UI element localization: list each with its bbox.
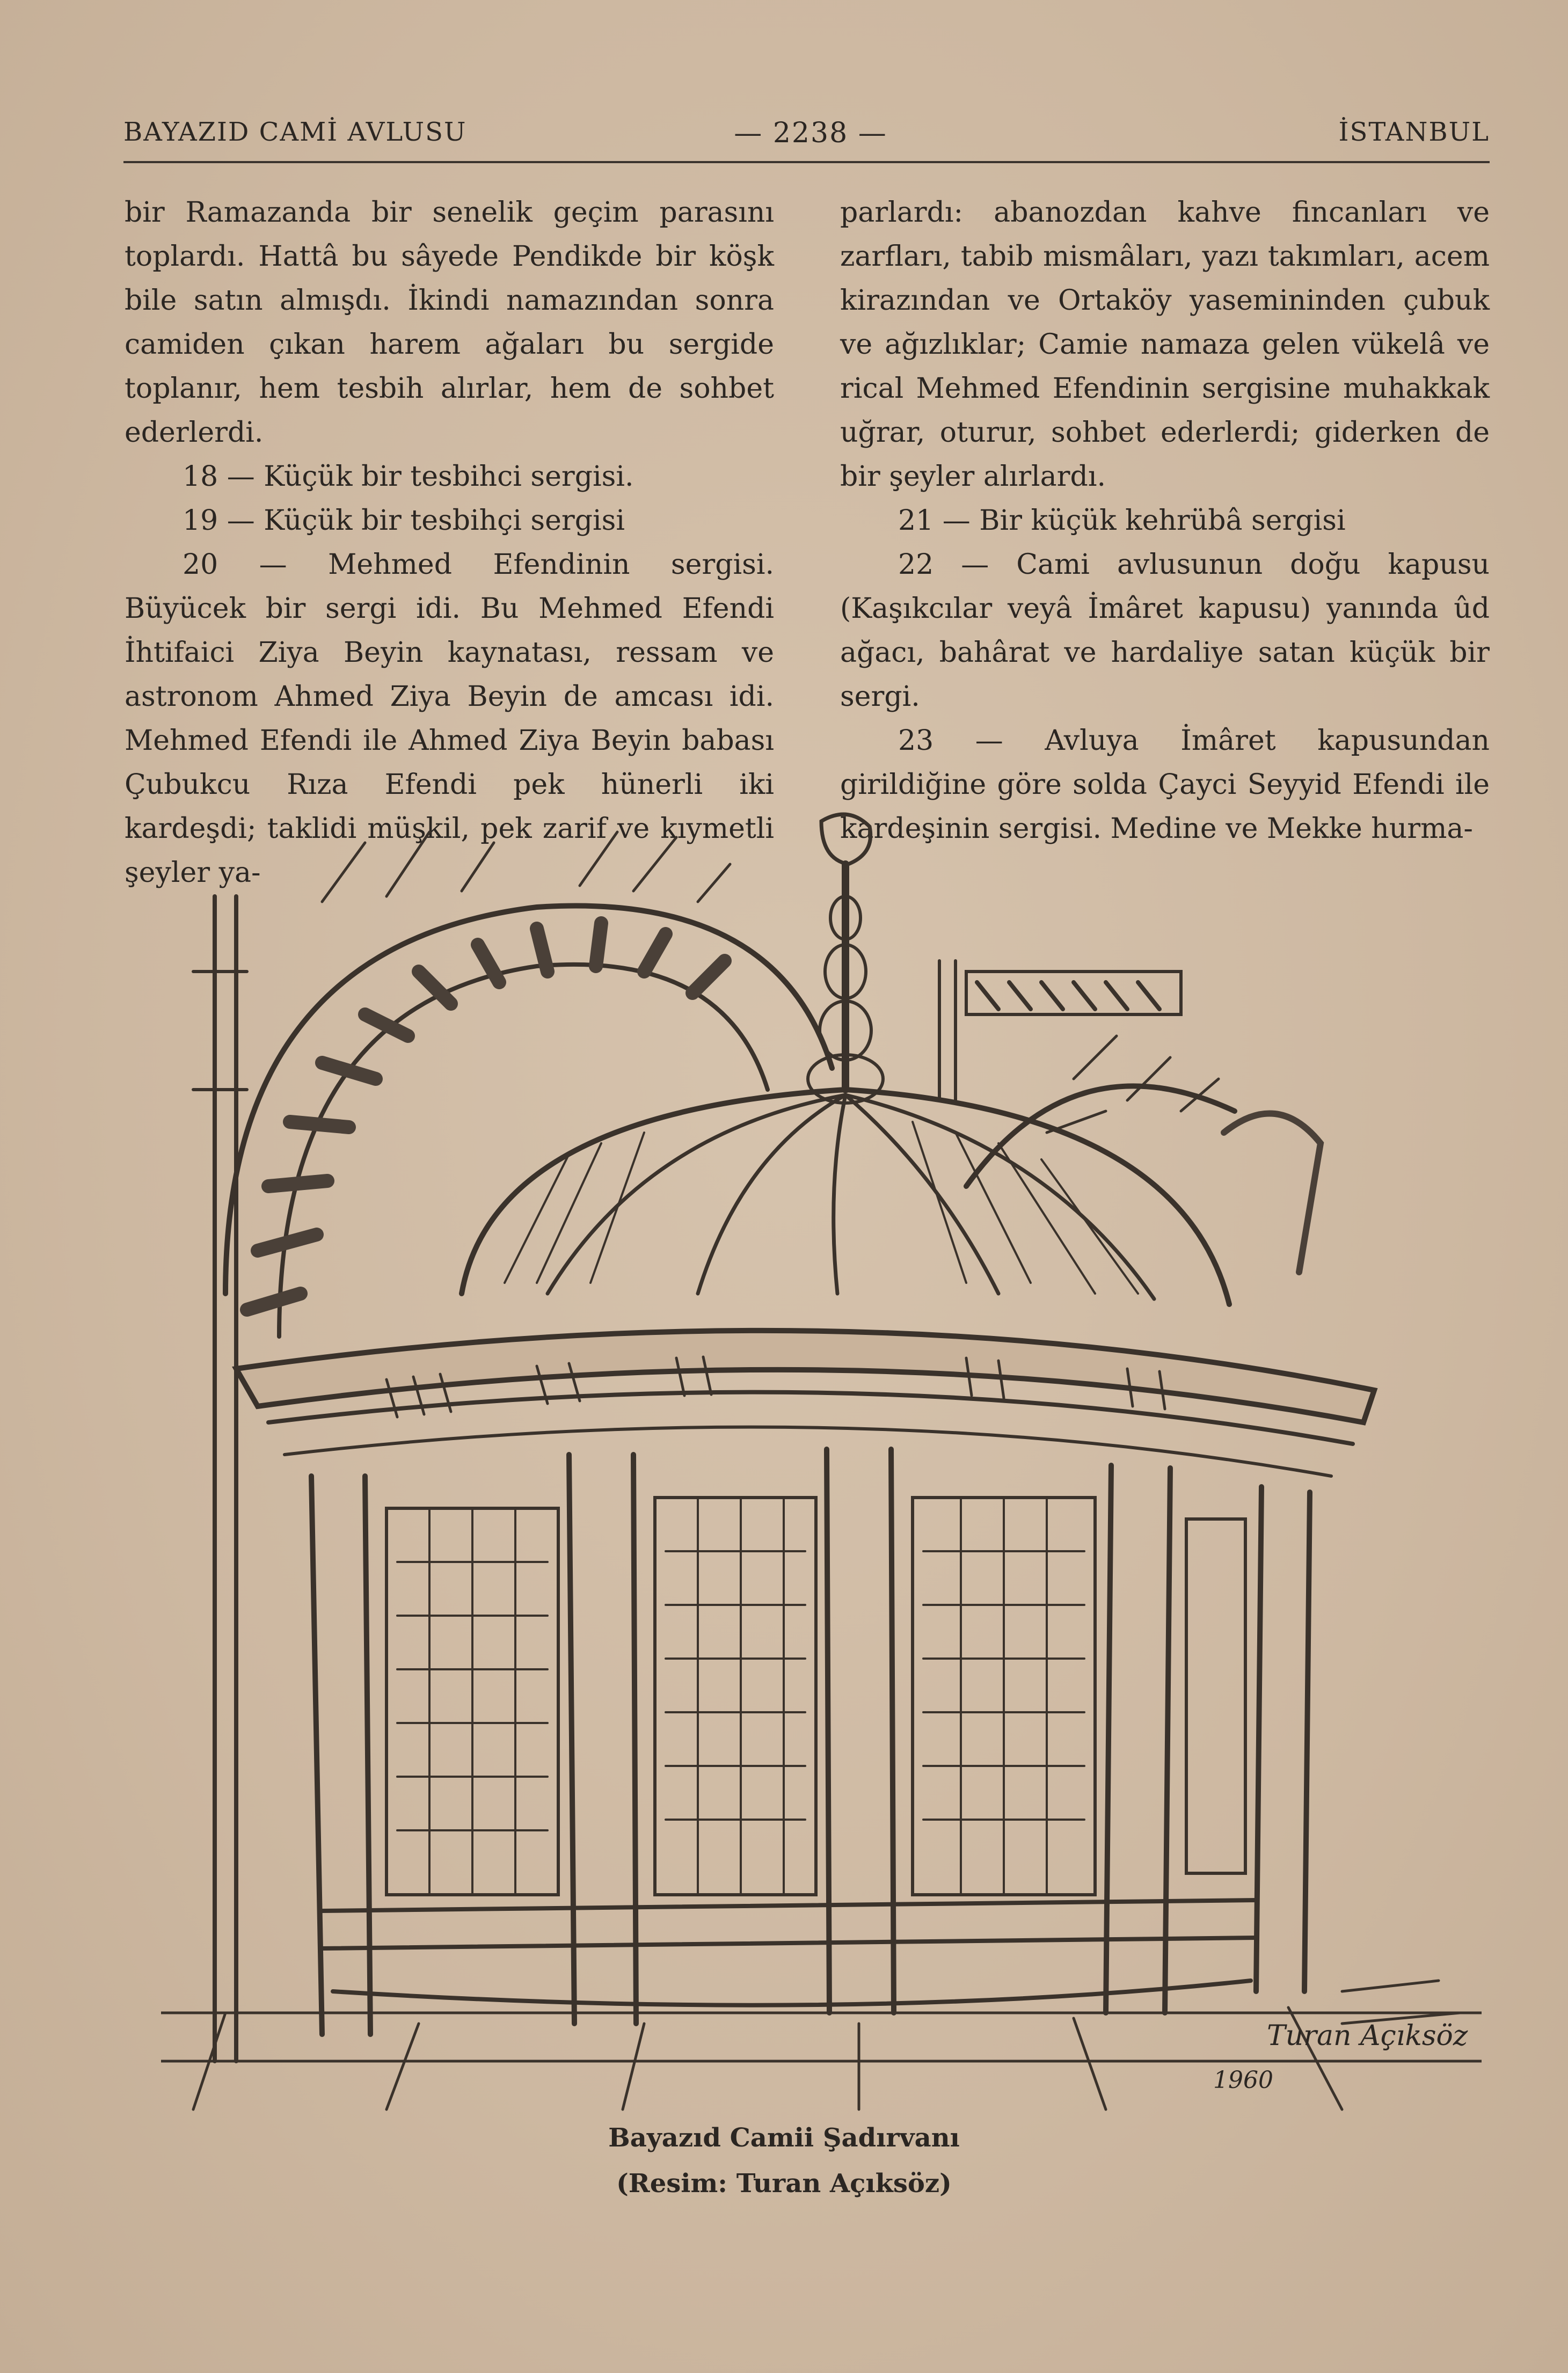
left-text-column	[125, 191, 774, 895]
paragraph: bir Ramazanda bir senelik geçim parasını toplardı. Hattâ bu sâyede Pendikde bir köşk bile satın almışdı. İkindi namazından sonra camiden çıkan harem ağaları bu sergide toplanır, hem tesbih alırlar, hem de sohbet ederlerdi.	[125, 196, 774, 449]
list-item: 20 — Mehmed Efendinin sergisi. Büyücek bir sergi idi. Bu Mehmed Efendi İhtifaici Ziya Beyin kaynatası, ressam ve astronom Ahmed Ziya Beyin de amcası idi. Mehmed Efendi ile Ahmed Ziya Beyin babası Çubukcu Rıza Efendi pek hünerli iki kardeşdi; taklidi müşkil, pek zarif ve kıymetli şeyler ya-	[125, 549, 774, 889]
list-item: 19 — Küçük bir tesbihçi sergisi	[183, 505, 625, 537]
paragraph: parlardı: abanozdan kahve fincanları ve zarfları, tabib mismâları, yazı takımları, acem kirazından ve Ortaköy yasemininden çubuk ve ağızlıklar; Camie namaza gelen vükelâ ve rical Mehmed Efendinin sergisine muhakkak uğrar, oturur, sohbet ederlerdi; giderken de bir şeyler alırlardı.	[840, 196, 1490, 493]
list-item: 18 — Küçük bir tesbihci sergisi.	[183, 461, 634, 493]
running-header	[123, 113, 1490, 163]
svg-text:Turan Açıksöz: Turan Açıksöz	[1267, 2020, 1468, 2052]
list-item: 22 — Cami avlusunun doğu kapusu (Kaşıkcılar veyâ İmâret kapusu) yanında ûd ağacı, bahârat ve hardaliye satan küçük bir sergi.	[840, 549, 1490, 713]
fountain-illustration	[161, 811, 1482, 2120]
artist-signature	[1213, 2020, 1468, 2094]
page-number: — 2238 —	[734, 117, 887, 149]
signature-year: 1960	[1213, 2067, 1273, 2094]
right-text-column	[840, 191, 1490, 851]
list-item: 21 — Bir küçük kehrübâ sergisi	[898, 505, 1346, 537]
list-item: 23 — Avluya İmâret kapusundan girildiğine göre solda Çayci Seyyid Efendi ile kardeşinin sergisi. Medine ve Mekke hurma-	[840, 725, 1490, 845]
header-book-title: İSTANBUL	[1338, 117, 1490, 147]
header-section-title: BAYAZID CAMİ AVLUSU	[123, 117, 467, 147]
figure-caption-title: Bayazıd Camii Şadırvanı	[608, 2123, 960, 2153]
figure-caption-credit: (Resim: Turan Açıksöz)	[616, 2168, 952, 2199]
